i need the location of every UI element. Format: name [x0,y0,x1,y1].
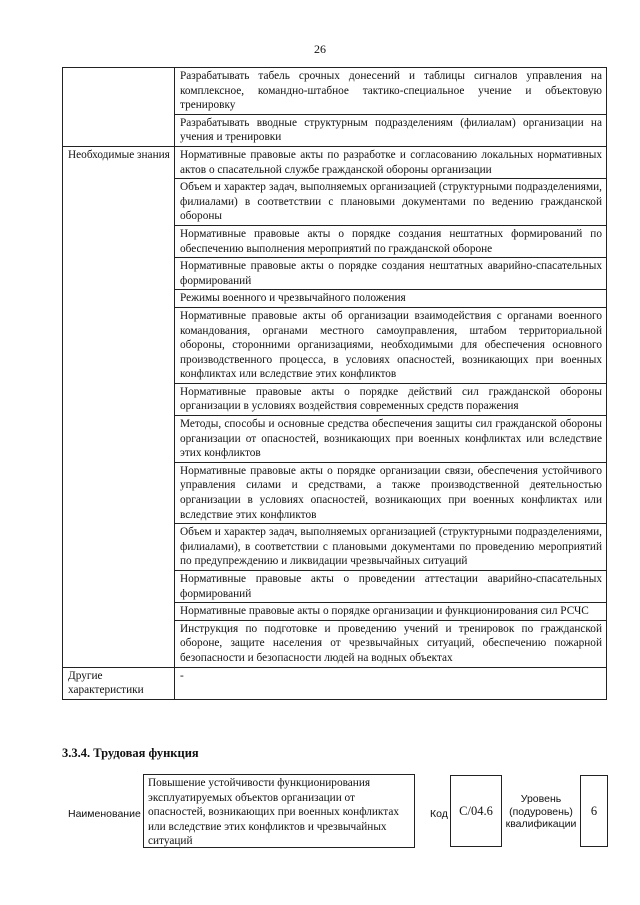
row-text: Нормативные правовые акты о порядке действий сил гражданской обороны организации в условиях воздействия современных средств поражения [175,383,607,415]
row-text: - [175,667,607,699]
row-text: Режимы военного и чрезвычайного положения [175,290,607,308]
row-text: Нормативные правовые акты о проведении аттестации аварийно-спасательных формирований [175,571,607,603]
row-text: Объем и характер задач, выполняемых организацией (структурными подразделениями, филиалами), в соответствии с плановыми документами по проведению мероприятий по предупреждению и ликвидации чрезвычайных ситуаций [175,524,607,571]
table-row [63,667,607,699]
row-label-other: Другие характеристики [63,667,175,699]
labor-function-code-label: Код [430,808,448,820]
row-text: Нормативные правовые акты по разработке и согласованию локальных нормативных актов о спасательной службе гражданской обороны организации [175,146,607,178]
row-text: Инструкция по подготовке и проведению учений и тренировок по гражданской обороне, защите населения от чрезвычайных ситуаций, обеспечению пожарной безопасности и безопасности людей на водных объектах [175,620,607,667]
section-title: 3.3.4. Трудовая функция [62,746,199,760]
row-text: Нормативные правовые акты о порядке создания нештатных формирований по обеспечению выполнения мероприятий по гражданской обороне [175,225,607,257]
qualification-level-box [580,775,608,847]
row-label [63,68,175,147]
row-text: Нормативные правовые акты о порядке организации и функционирования сил РСЧС [175,603,607,621]
row-text: Разрабатывать табель срочных донесений и таблицы сигналов управления на комплексное, командно-штабное тактико-специальное учение и объектовую тренировку [175,68,607,115]
qualification-level-value: 6 [590,803,598,818]
row-text: Нормативные правовые акты об организации взаимодействия с органами военного командования, органами местного самоуправления, штабом территориальной обороны, сторонними организациями, необходимыми для обеспечения основного производственного процесса, в условиях опасностей, возникающих при военных конфликтах или вследствие этих конфликтов [175,307,607,383]
row-label-knowledge: Необходимые знания [63,146,175,667]
knowledge-table [62,67,607,700]
labor-function-code-box [450,775,502,847]
labor-function-code-value: C/04.6 [459,803,493,818]
row-text: Разрабатывать вводные структурным подразделениям (филиалам) организации на учения и тренировки [175,114,607,146]
table-row [63,146,607,178]
row-text: Методы, способы и основные средства обеспечения защиты сил гражданской обороны организации от опасностей, возникающих при военных конфликтах или вследствие этих конфликтов [175,416,607,463]
row-text: Нормативные правовые акты о порядке организации связи, обеспечения устойчивого управления силами и средствами, а также производственной деятельностью организации в условиях опасностей, возникающих при военных конфликтах или вследствие этих конфликтов [175,462,607,523]
qualification-level-label: Уровень (подуровень) квалификации [505,793,577,830]
row-text: Объем и характер задач, выполняемых организацией (структурными подразделениями, филиалами) в соответствии с плановыми документами по ведению гражданской обороны [175,179,607,226]
labor-function-name-box: Повышение устойчивости функционирования эксплуатируемых объектов организации от опасностей, возникающих при военных конфликтах или вследствие этих конфликтов и чрезвычайных ситуаций [143,774,415,848]
row-text: Нормативные правовые акты о порядке создания нештатных аварийно-спасательных формирований [175,258,607,290]
table-row [63,68,607,115]
labor-function-name-label: Наименование [68,808,141,820]
page-number: 26 [314,42,326,56]
